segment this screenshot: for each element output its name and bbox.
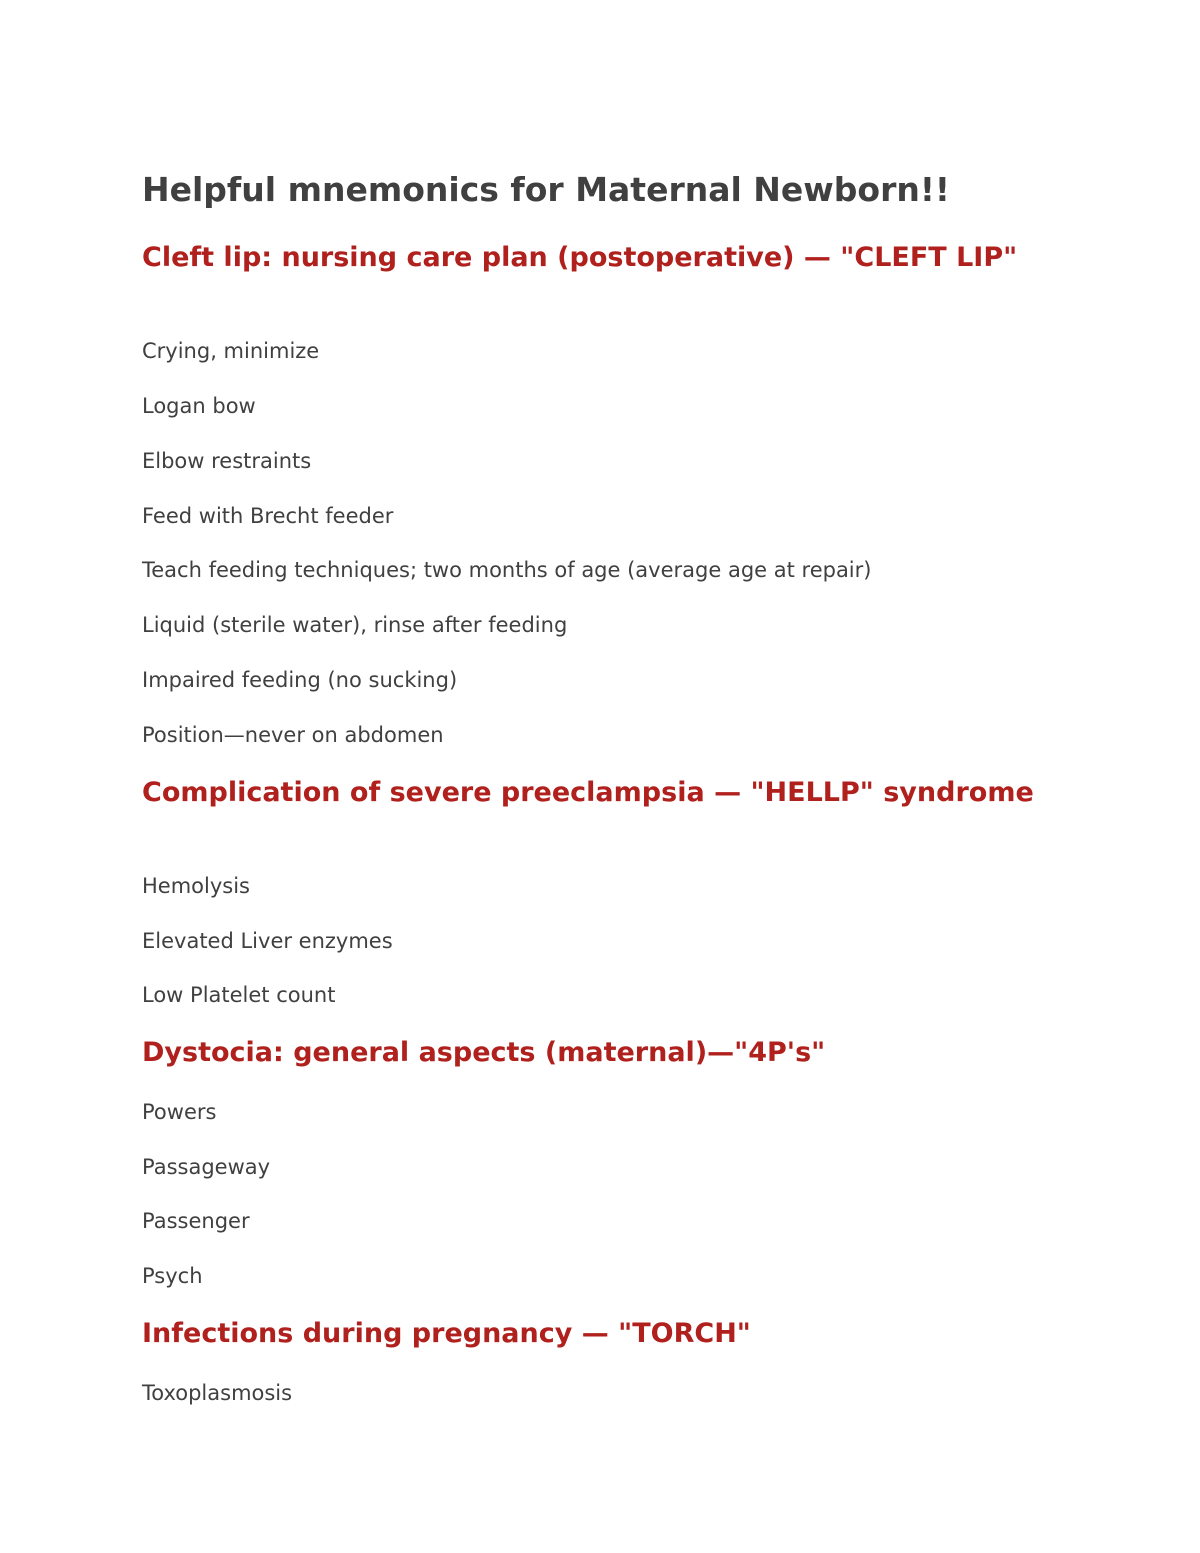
list-item: Toxoplasmosis [142,1381,293,1405]
section-heading-hellp: Complication of severe preeclampsia — "HELLP" syndrome [142,777,1034,808]
list-item: Passageway [142,1155,271,1179]
list-item: Elbow restraints [142,449,312,473]
list-item: Psych [142,1264,203,1288]
list-item: Elevated Liver enzymes [142,929,393,953]
list-item: Impaired feeding (no sucking) [142,668,458,692]
list-item: Hemolysis [142,874,250,898]
list-item: Feed with Brecht feeder [142,504,394,528]
section-heading-dystocia: Dystocia: general aspects (maternal)—"4P's" [142,1037,826,1068]
list-item: Teach feeding techniques; two months of age (average age at repair) [142,558,872,582]
section-heading-cleft-lip: Cleft lip: nursing care plan (postoperative) — "CLEFT LIP" [142,242,1018,273]
section-heading-torch: Infections during pregnancy — "TORCH" [142,1318,751,1349]
list-item: Logan bow [142,394,256,418]
list-item: Powers [142,1100,217,1124]
list-item: Liquid (sterile water), rinse after feeding [142,613,568,637]
list-item: Position—never on abdomen [142,723,444,747]
list-item: Low Platelet count [142,983,336,1007]
document-title: Helpful mnemonics for Maternal Newborn!! [142,170,950,209]
list-item: Crying, minimize [142,339,320,363]
list-item: Passenger [142,1209,250,1233]
